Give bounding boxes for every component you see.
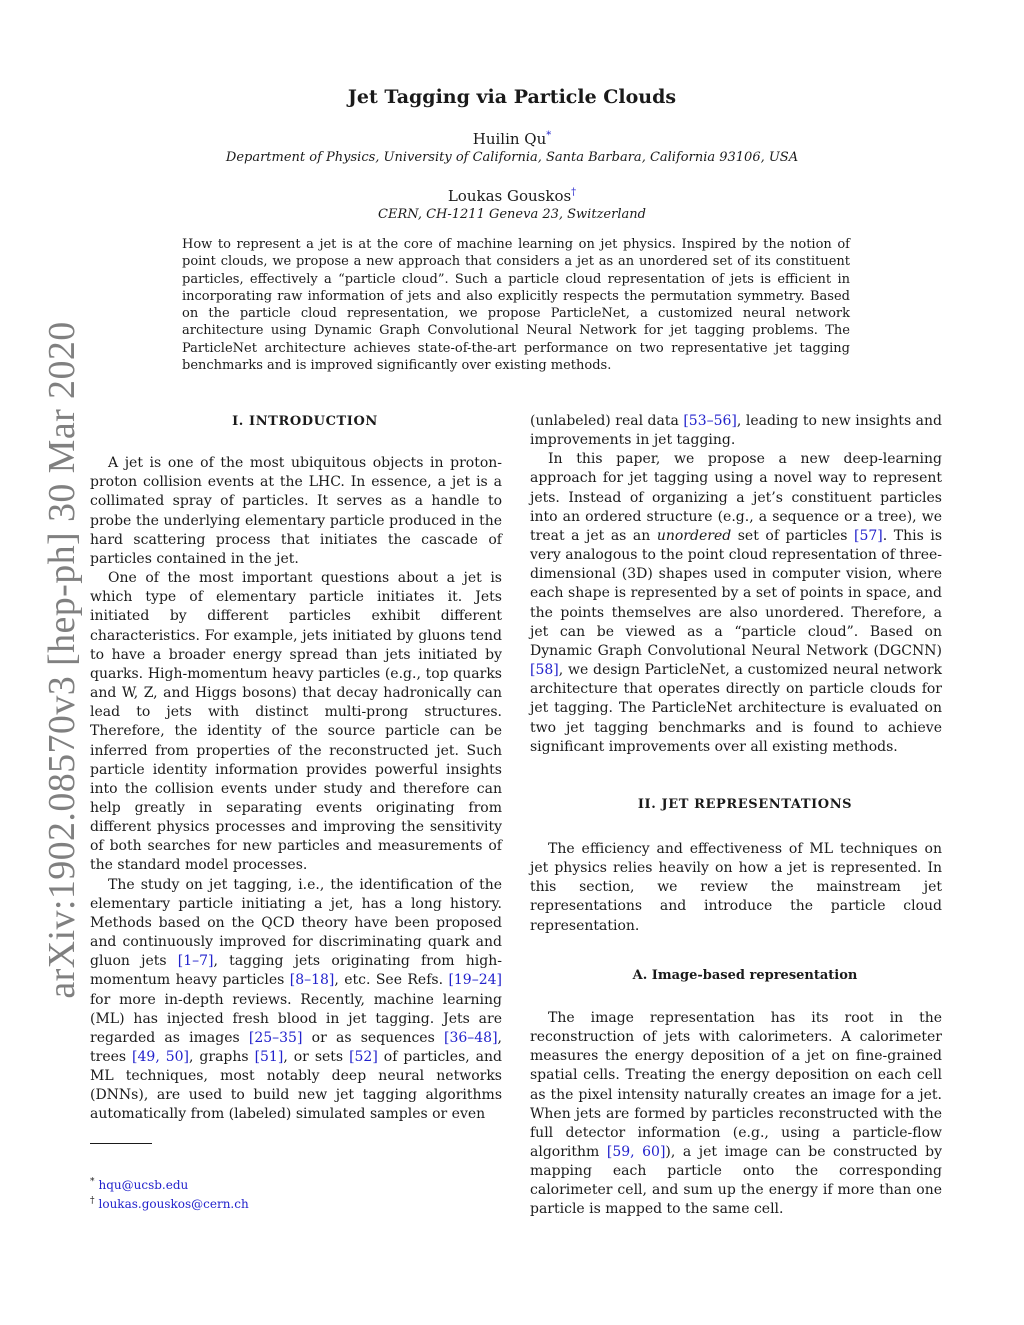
right-column bbox=[530, 412, 942, 1220]
footnote-divider bbox=[90, 1143, 152, 1144]
intro-paragraph-4: In this paper, we propose a new deep-learning approach for jet tagging using a novel way to represent jets. Instead of organizing a jet’s constituent particles into an ordered structure (e.g., a sequence or a tree), we treat a jet as an unordered set of particles [57]. This is very analogous to the point cloud representation of three-dimensional (3D) shapes used in computer vision, where each shape is represented by a set of points in space, and the points themselves are also unordered. Therefore, a jet can be viewed as a “particle cloud”. Based on Dynamic Graph Convolutional Neural Network (DGCNN) [58], we design ParticleNet, a customized neural network architecture that operates directly on particle clouds for jet tagging. The ParticleNet architecture is evaluated on two jet tagging benchmarks and is found to achieve significant improvements over all existing methods. bbox=[530, 451, 943, 755]
arxiv-identifier: arXiv:1902.08570v3 [hep-ph] 30 Mar 2020 bbox=[41, 321, 83, 999]
citation-link[interactable]: [8–18] bbox=[289, 972, 335, 989]
author-footnote-mark[interactable]: † bbox=[571, 187, 577, 198]
jet-representations-paragraph: The efficiency and effectiveness of ML techniques on jet physics relies heavily on how a jet is represented. In this section, we review the mainstream jet representations and introduce the particle cloud representation. bbox=[530, 840, 942, 934]
citation-link[interactable]: [58] bbox=[530, 662, 559, 679]
section-heading-introduction: I. INTRODUCTION bbox=[232, 414, 378, 429]
intro-paragraph-2: One of the most important questions about a jet is which type of elementary particle initiates it. Jets initiated by different particles exhibit different characteristics. For example, jets initiated by gluons tend to have a broader energy spread than jets initiated by quarks. High-momentum heavy particles (e.g., top quarks and W, Z, and Higgs bosons) that decay hadronically can lead to jets with distinct multi-prong structures. Therefore, the identity of the source particle can be inferred from properties of the reconstructed jet. Such particle identity information provides powerful insights into the collision events under study and therefore can help greatly in separating events originating from different physics processes and improving the sensitivity of both searches for new particles and measurements of the standard model processes. bbox=[90, 570, 502, 874]
intro-paragraph-3-continued: (unlabeled) real data [53–56], leading to new insights and improvements in jet tagging. bbox=[530, 413, 942, 449]
section-heading-jet-representations: II. JET REPRESENTATIONS bbox=[637, 796, 853, 812]
author-2-affiliation: CERN, CH-1211 Geneva 23, Switzerland bbox=[378, 207, 646, 222]
intro-paragraph-1: A jet is one of the most ubiquitous objects in proton-proton collision events at the LHC. In essence, a jet is a collimated spray of particles. It serves as a handle to probe the underlying elementary particle produced in the hard scattering process that initiates the cascade of particles contained in the jet. bbox=[90, 455, 502, 567]
footnote-2: † loukas.gouskos@cern.ch bbox=[90, 1196, 249, 1211]
citation-link[interactable]: [1–7] bbox=[177, 953, 214, 970]
author-2 bbox=[0, 187, 1024, 205]
citation-link[interactable]: [25–35] bbox=[248, 1029, 303, 1046]
author-1-affiliation: Department of Physics, University of California, Santa Barbara, California 93106, USA bbox=[225, 150, 799, 165]
citation-link[interactable]: [57] bbox=[854, 527, 883, 544]
paper-title: Jet Tagging via Particle Clouds bbox=[347, 86, 677, 108]
citation-link[interactable]: [49, 50] bbox=[132, 1049, 190, 1065]
email-link[interactable]: loukas.gouskos@cern.ch bbox=[98, 1197, 249, 1211]
footnote-1: * hqu@ucsb.edu bbox=[90, 1177, 189, 1192]
author-name: Huilin Qu bbox=[472, 130, 547, 148]
abstract: How to represent a jet is at the core of machine learning on jet physics. Inspired by the notion of point clouds, we propose a new approach that considers a jet as an unordered set of its constituent particles, effectively a “particle cloud”. Such a particle cloud representation of jets is efficient in incorporating raw information of jets and also explicitly respects the permutation symmetry. Based on the particle cloud representation, we propose ParticleNet, a customized neural network architecture using Dynamic Graph Convolutional Neural Network for jet tagging problems. The ParticleNet architecture achieves state-of-the-art performance on two representative jet tagging benchmarks and is improved significantly over existing methods. bbox=[182, 237, 850, 374]
citation-link[interactable]: [52] bbox=[349, 1049, 378, 1065]
citation-link[interactable]: [36–48] bbox=[443, 1029, 498, 1046]
citation-link[interactable]: [53–56] bbox=[683, 413, 737, 429]
author-footnote-mark[interactable]: * bbox=[546, 130, 552, 141]
left-column bbox=[90, 412, 502, 1125]
citation-link[interactable]: [19–24] bbox=[448, 972, 502, 989]
email-link[interactable]: hqu@ucsb.edu bbox=[98, 1178, 189, 1192]
citation-link[interactable]: [51] bbox=[254, 1049, 284, 1065]
image-based-paragraph: The image representation has its root in the reconstruction of jets with calorimeters. A calorimeter measures the energy deposition of a jet on fine-grained spatial cells. Treating the energy deposition on each cell as the pixel intensity naturally creates an image for a jet. When jets are formed by particles reconstructed with the full detector information (e.g., using a particle-flow algorithm [59, 60]), a jet image can be constructed by mapping each particle onto the corresponding calorimeter cell, and sum up the energy if more than one particle is mapped to the same cell. bbox=[530, 1009, 942, 1218]
subsection-heading-image-based: A. Image-based representation bbox=[632, 967, 858, 983]
intro-paragraph-3: The study on jet tagging, i.e., the identification of the elementary particle initiating a jet, has a long history. Methods based on the QCD theory have been proposed and continuously improved for discriminating quark and gluon jets [1–7], tagging jets originating from high-momentum heavy particles [8–18], etc. See Refs. [19–24] for more in-depth reviews. Recently, machine learning (ML) has injected fresh blood in jet tagging. Jets are regarded as images [25–35] or as sequences [36–48], trees [49, 50], graphs [51], or sets [52] of particles, and ML techniques, most notably deep neural networks (DNNs), are used to build new jet tagging algorithms automatically from (labeled) simulated samples or even bbox=[90, 876, 502, 1123]
author-1 bbox=[0, 130, 1024, 148]
citation-link[interactable]: [59, 60] bbox=[606, 1144, 666, 1160]
author-name: Loukas Gouskos bbox=[447, 187, 572, 205]
footnotes bbox=[90, 1174, 249, 1212]
